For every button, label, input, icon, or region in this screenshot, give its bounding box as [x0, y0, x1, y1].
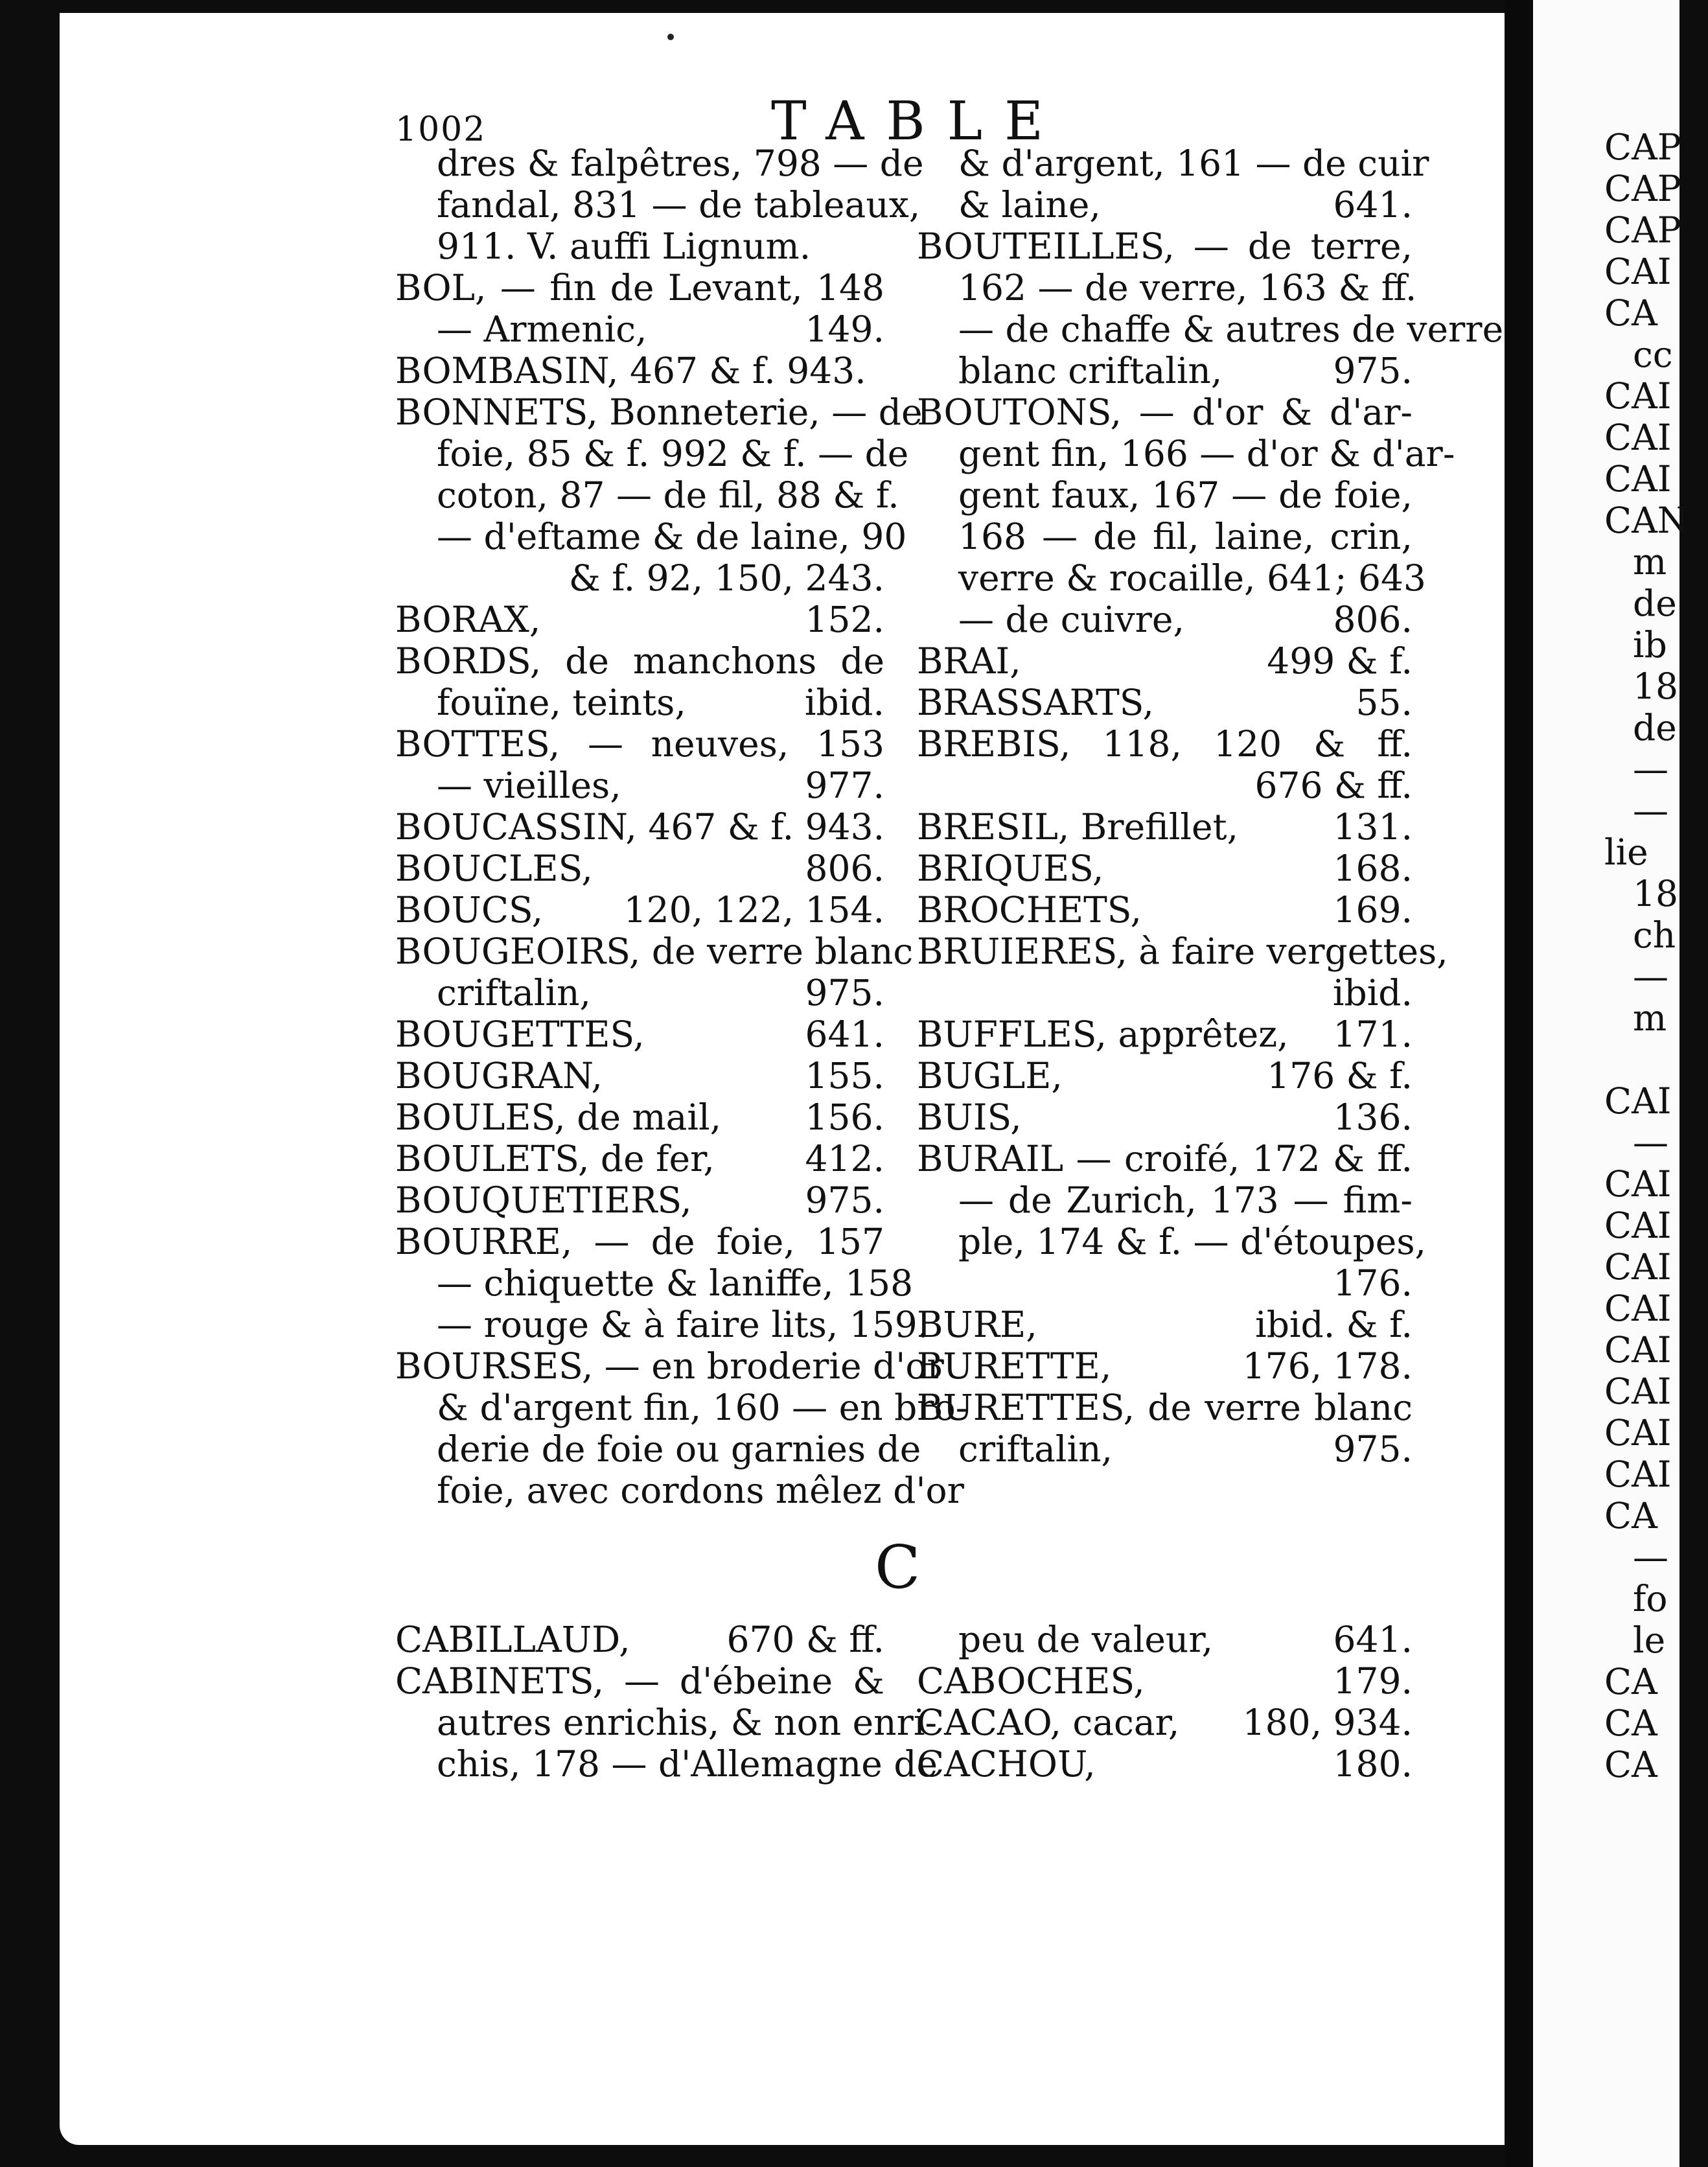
index-line [395, 433, 909, 474]
index-line [917, 1014, 1413, 1055]
page-number: 1002 [395, 110, 487, 149]
index-line [395, 972, 884, 1014]
index-entry [395, 889, 884, 931]
index-text: BOURSES, — en broderie d'or [395, 1345, 944, 1387]
index-line [917, 308, 1504, 350]
facing-page-fragment: de [1633, 583, 1677, 624]
index-line [917, 391, 1413, 433]
index-line [395, 889, 884, 931]
index-line [917, 889, 1413, 931]
page-reference: 176, 178. [1242, 1345, 1413, 1387]
index-text: coton, 87 — de fil, 88 & f. [437, 474, 899, 516]
page-reference: 156. [805, 1096, 884, 1138]
page-reference: 152. [805, 599, 884, 640]
index-line [917, 1262, 1413, 1304]
facing-page-fragment: CAI [1604, 1371, 1672, 1412]
index-text: BOUGRAN, [395, 1055, 603, 1096]
index-line [917, 972, 1413, 1014]
index-entry [917, 1619, 1413, 1660]
index-entry [917, 1702, 1413, 1743]
index-line [395, 143, 924, 184]
index-entry [917, 1138, 1427, 1304]
facing-page-fragment: — [1633, 1536, 1668, 1578]
index-text: BOUGEOIRS, de verre blanc [395, 931, 914, 972]
index-line [917, 1304, 1413, 1345]
index-text: — Armenic, [437, 308, 647, 350]
index-text: — chiquette & laniffe, 158 [437, 1262, 914, 1304]
page-reference: 977. [805, 765, 884, 806]
index-entry [395, 848, 884, 889]
index-text: BURAIL — croifé, 172 & ff. [917, 1138, 1413, 1179]
facing-page-fragment: ib [1633, 624, 1667, 666]
index-text: & d'argent, 161 — de cuir [958, 143, 1429, 184]
index-text: BRIQUES, [917, 848, 1104, 889]
index-line [395, 350, 884, 391]
index-text: criftalin, [958, 1428, 1113, 1470]
index-text: — de Zurich, 173 — fim- [958, 1179, 1413, 1221]
facing-page-fragment: CA [1604, 1661, 1657, 1702]
index-line [917, 350, 1413, 391]
index-text: CABILLAUD, [395, 1619, 630, 1660]
running-head: TABLE [771, 91, 1065, 152]
facing-page-fragment: m [1633, 541, 1667, 583]
page-reference: 180. [1333, 1743, 1413, 1785]
page-reference: 670 & ff. [726, 1619, 884, 1660]
index-text: BURETTES, de verre blanc [917, 1387, 1413, 1428]
index-text: fouïne, teints, [437, 682, 686, 723]
facing-page-fragment: CAI [1604, 251, 1672, 292]
index-entry [395, 1096, 884, 1138]
index-text: 911. V. auffi Lignum. [437, 226, 811, 267]
index-entry [917, 1345, 1413, 1387]
index-entry [917, 1660, 1413, 1702]
index-text: BOMBASIN, 467 & f. 943. [395, 350, 866, 391]
page-reference: 975. [1333, 1428, 1413, 1470]
index-line [917, 143, 1429, 184]
index-text: BORAX, [395, 599, 541, 640]
page-reference: 806. [1333, 599, 1413, 640]
index-line [395, 557, 884, 599]
facing-page-fragment: CAI [1604, 417, 1672, 458]
index-text: autres enrichis, & non enri- [437, 1702, 938, 1743]
index-column-c-right [917, 1619, 1413, 1785]
index-text: CACHOU, [917, 1743, 1096, 1785]
index-entry [395, 1179, 884, 1221]
index-line [917, 474, 1413, 516]
index-entry [917, 1387, 1413, 1470]
index-entry [395, 267, 884, 350]
index-text: dres & falpêtres, 798 — de [437, 143, 924, 184]
page-reference: 499 & f. [1267, 640, 1413, 682]
index-entry [395, 1055, 884, 1096]
page-reference: 975. [805, 972, 884, 1014]
index-line [395, 1221, 884, 1262]
index-text: — vieilles, [437, 765, 621, 806]
index-entry [395, 1345, 968, 1511]
index-text: 162 — de verre, 163 & ff. [958, 267, 1417, 308]
page-reference: 131. [1333, 806, 1413, 848]
section-letter: C [875, 1533, 921, 1602]
index-line [395, 806, 884, 848]
page-reference: 55. [1356, 682, 1413, 723]
index-line [395, 308, 884, 350]
index-text: BONNETS, Bonneterie, — de [395, 391, 923, 433]
page-reference: 412. [805, 1138, 884, 1179]
index-line [917, 1179, 1413, 1221]
index-text: BRUIERES, à faire vergettes, [917, 931, 1448, 972]
index-line [395, 1096, 884, 1138]
index-line [917, 848, 1413, 889]
facing-page-fragment: CAN [1604, 500, 1689, 541]
index-entry [917, 391, 1455, 640]
index-line [917, 1619, 1413, 1660]
facing-page-fragment: 18 [1633, 873, 1678, 914]
facing-page-fragment: — [1633, 956, 1668, 997]
index-line [395, 267, 884, 308]
index-text: BURETTE, [917, 1345, 1112, 1387]
index-line [395, 765, 884, 806]
book-gutter [1505, 0, 1533, 2167]
index-text: BUFFLES, apprêtez, [917, 1014, 1289, 1055]
index-line [917, 184, 1413, 226]
index-line [917, 1660, 1413, 1702]
page-reference: 179. [1333, 1660, 1413, 1702]
facing-page-fragment: CAI [1604, 1246, 1672, 1288]
index-line [917, 723, 1413, 765]
facing-page-fragment: CAI [1604, 1080, 1672, 1122]
index-entry [917, 1055, 1413, 1096]
index-line [395, 1428, 921, 1470]
index-entry [917, 682, 1413, 723]
index-line [917, 1096, 1413, 1138]
index-text: BOUTONS, — d'or & d'ar- [917, 391, 1413, 433]
index-entry [395, 1221, 929, 1345]
index-line [395, 1262, 914, 1304]
index-line [395, 184, 921, 226]
index-text: derie de foie ou garnies de [437, 1428, 921, 1470]
facing-page-fragment: CAI [1604, 375, 1672, 417]
index-entry [917, 1096, 1413, 1138]
page-reference: ibid. [804, 682, 884, 723]
index-line [917, 267, 1417, 308]
index-text: 168 — de fil, laine, crin, [958, 516, 1413, 557]
index-entry [917, 226, 1504, 391]
index-text: BURE, [917, 1304, 1037, 1345]
index-line [917, 557, 1426, 599]
index-entry [395, 1138, 884, 1179]
index-line [917, 1428, 1413, 1470]
page-reference: 975. [805, 1179, 884, 1221]
index-text: BORDS, de manchons de [395, 640, 884, 682]
index-text: BROCHETS, [917, 889, 1142, 931]
index-text: criftalin, [437, 972, 592, 1014]
index-line [917, 640, 1413, 682]
index-line [395, 516, 907, 557]
index-line [395, 1055, 884, 1096]
page-reference: 806. [805, 848, 884, 889]
index-text: BOUTEILLES, — de terre, [917, 226, 1413, 267]
index-entry [395, 806, 884, 848]
index-text: & f. 92, 150, 243. [568, 557, 884, 599]
page-reference: 180, 934. [1242, 1702, 1413, 1743]
index-line [917, 1138, 1413, 1179]
facing-page-fragment: — [1633, 790, 1668, 831]
index-text: BOL, — fin de Levant, 148 [395, 267, 884, 308]
page-reference: ibid. & f. [1255, 1304, 1413, 1345]
index-entry [917, 806, 1413, 848]
index-line [395, 1304, 929, 1345]
index-entry [917, 1014, 1413, 1055]
index-line [917, 1743, 1413, 1785]
page-reference: 149. [805, 308, 884, 350]
index-text: — rouge & à faire lits, 159. [437, 1304, 929, 1345]
index-text: CABINETS, — d'ébeine & [395, 1660, 884, 1702]
index-line [917, 806, 1413, 848]
index-text: gent fin, 166 — d'or & d'ar- [958, 433, 1455, 474]
index-text: & laine, [958, 184, 1101, 226]
facing-page-fragment: CAI [1604, 1329, 1672, 1371]
index-text: 176. [1333, 1262, 1413, 1304]
facing-page-fragment: CAI [1604, 1205, 1672, 1246]
index-text: gent faux, 167 — de foie, [958, 474, 1413, 516]
index-line [395, 931, 914, 972]
facing-page-fragment: CA [1604, 1702, 1657, 1744]
index-line [917, 682, 1413, 723]
index-text: CACAO, cacar, [917, 1702, 1180, 1743]
index-text: peu de valeur, [958, 1619, 1214, 1660]
facing-page-fragment: CAI [1604, 1412, 1672, 1454]
facing-page-fragment: CAI [1604, 458, 1672, 500]
index-text: BOUCASSIN, 467 & f. 943. [395, 806, 885, 848]
page-reference: 136. [1333, 1096, 1413, 1138]
index-column-c-left [395, 1619, 938, 1785]
index-line [395, 640, 884, 682]
index-text: — d'eftame & de laine, 90 [437, 516, 907, 557]
page-reference: 975. [1333, 350, 1413, 391]
index-entry [395, 931, 914, 1014]
facing-page-fragment: 18 [1633, 666, 1678, 707]
index-entry [395, 723, 884, 806]
facing-page-fragment: ch [1633, 914, 1676, 956]
index-line [917, 1345, 1413, 1387]
index-line [395, 599, 884, 640]
index-line [917, 1221, 1427, 1262]
index-text: BOUCLES, [395, 848, 593, 889]
facing-page-fragment: CAI [1604, 1163, 1672, 1205]
index-text: foie, avec cordons mêlez d'or [437, 1470, 964, 1511]
index-text: ple, 174 & f. — d'étoupes, [958, 1221, 1427, 1262]
index-text: — de chaffe & autres de verre [958, 308, 1504, 350]
index-line [395, 682, 884, 723]
index-text: CABOCHES, [917, 1660, 1145, 1702]
index-text: & d'argent fin, 160 — en bro- [437, 1387, 968, 1428]
index-text: BUGLE, [917, 1055, 1063, 1096]
index-text: BRASSARTS, [917, 682, 1154, 723]
page-reference: 169. [1333, 889, 1413, 931]
index-text: 676 & ff. [1254, 765, 1413, 806]
facing-page-fragment: m [1633, 997, 1667, 1039]
facing-page-fragment: fo [1633, 1578, 1668, 1619]
index-line [395, 391, 923, 433]
index-entry [395, 143, 924, 267]
index-entry [917, 143, 1429, 226]
index-text: BOURRE, — de foie, 157 [395, 1221, 884, 1262]
page-reference: 176 & f. [1267, 1055, 1413, 1096]
page-reference: 641. [1333, 184, 1413, 226]
index-line [917, 599, 1413, 640]
index-text: BOUGETTES, [395, 1014, 645, 1055]
index-line [917, 516, 1413, 557]
index-text: BRAI, [917, 640, 1021, 682]
index-line [917, 931, 1448, 972]
index-text: ibid. [1332, 972, 1413, 1014]
index-entry [917, 723, 1413, 806]
index-line [395, 848, 884, 889]
index-entry [917, 640, 1413, 682]
page-reference: 120, 122, 154. [623, 889, 884, 931]
facing-page-fragment: le [1633, 1619, 1666, 1661]
index-text: — de cuivre, [958, 599, 1184, 640]
facing-page-fragment: CAI [1604, 1288, 1672, 1329]
index-line [917, 765, 1413, 806]
index-line [395, 1138, 884, 1179]
facing-page-fragment: CA [1604, 1495, 1657, 1536]
index-line [395, 1179, 884, 1221]
facing-page-fragment: CAP [1604, 209, 1681, 251]
index-text: verre & rocaille, 641; 643 [958, 557, 1426, 599]
index-line [395, 1743, 938, 1785]
page-reference: 641. [1333, 1619, 1413, 1660]
index-line [395, 1345, 944, 1387]
index-text: BOULES, de mail, [395, 1096, 722, 1138]
index-entry [917, 889, 1413, 931]
index-line [917, 1702, 1413, 1743]
index-entry [395, 1014, 884, 1055]
facing-page-fragment: cc [1633, 334, 1673, 375]
page-reference: 168. [1333, 848, 1413, 889]
index-line [917, 1387, 1413, 1428]
facing-page-fragment: — [1633, 1122, 1668, 1163]
index-line [917, 226, 1413, 267]
index-text: BOUCS, [395, 889, 544, 931]
facing-page-fragment: — [1633, 748, 1668, 790]
index-entry [395, 391, 923, 599]
index-text: BOUQUETIERS, [395, 1179, 692, 1221]
page-reference: 641. [805, 1014, 884, 1055]
index-entry [395, 1660, 938, 1785]
index-text: chis, 178 — d'Allemagne de [437, 1743, 938, 1785]
index-line [395, 723, 884, 765]
index-text: BRESIL, Brefillet, [917, 806, 1239, 848]
index-entry [395, 350, 884, 391]
index-text: blanc criftalin, [958, 350, 1223, 391]
index-entry [917, 1743, 1413, 1785]
index-text: BOULETS, de fer, [395, 1138, 715, 1179]
index-line [395, 1702, 938, 1743]
index-column-left [395, 143, 968, 1511]
index-line [917, 433, 1455, 474]
index-line [395, 1470, 964, 1511]
facing-page-fragment: de [1633, 707, 1677, 748]
index-column-right [917, 143, 1504, 1470]
index-line [395, 1014, 884, 1055]
index-line [395, 1660, 884, 1702]
facing-page-fragment: CAI [1604, 1454, 1672, 1495]
facing-page-fragment: lie [1604, 831, 1648, 873]
index-entry [917, 931, 1448, 1014]
index-line [395, 1387, 968, 1428]
facing-page-fragment: CA [1604, 292, 1657, 334]
index-entry [917, 848, 1413, 889]
index-text: BREBIS, 118, 120 & ff. [917, 723, 1413, 765]
index-line [395, 226, 884, 267]
index-entry [395, 1619, 884, 1660]
facing-page-fragment: CAP [1604, 168, 1681, 209]
index-line [917, 1055, 1413, 1096]
facing-page-fragment: CAP [1604, 126, 1681, 168]
index-text: BOTTES, — neuves, 153 [395, 723, 884, 765]
ink-speck [667, 34, 674, 40]
page-reference: 171. [1333, 1014, 1413, 1055]
index-text: BUIS, [917, 1096, 1022, 1138]
index-line [395, 1619, 884, 1660]
facing-page-fragment: CA [1604, 1744, 1657, 1785]
index-entry [395, 599, 884, 640]
index-entry [395, 640, 884, 723]
index-line [395, 474, 899, 516]
page-reference: 155. [805, 1055, 884, 1096]
index-text: foie, 85 & f. 992 & f. — de [437, 433, 909, 474]
index-text: fandal, 831 — de tableaux, [437, 184, 921, 226]
index-entry [917, 1304, 1413, 1345]
